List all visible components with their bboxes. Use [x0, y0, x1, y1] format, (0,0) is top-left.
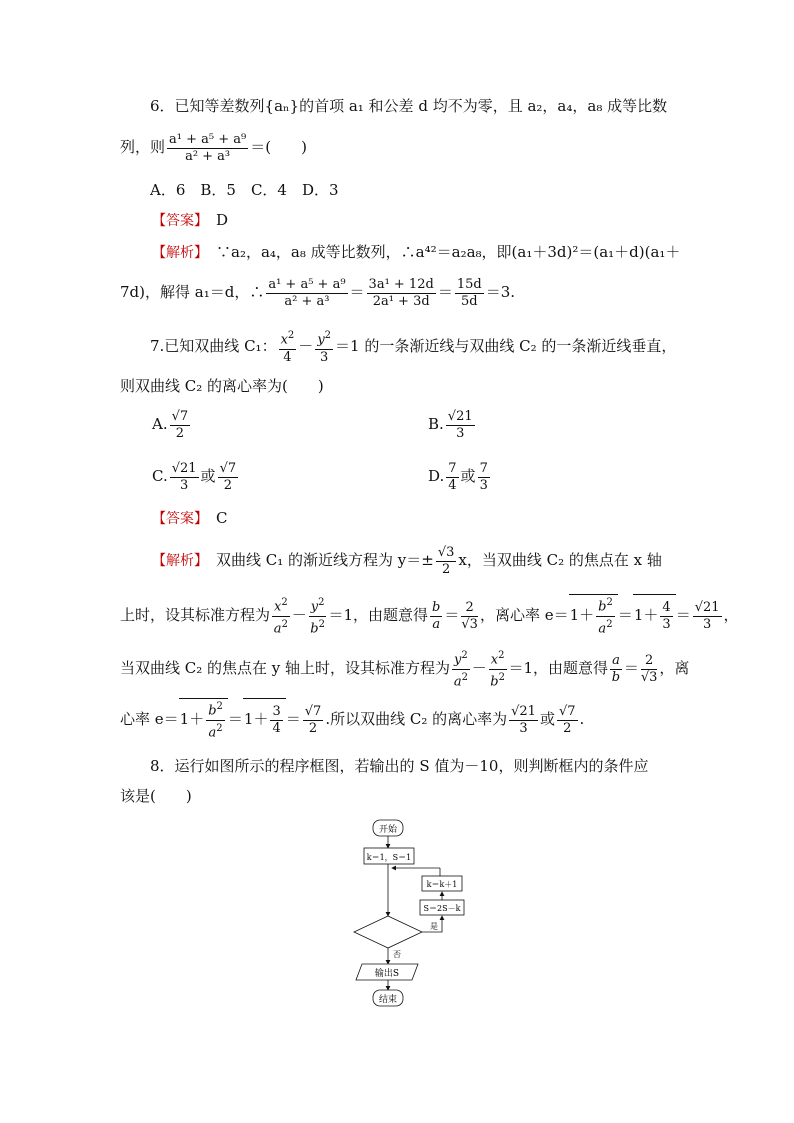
q7-opt-a-label: A.	[152, 415, 168, 433]
q8-stem-line1: 8．运行如图所示的程序框图，若输出的 S 值为－10，则判断框内的条件应	[150, 757, 649, 775]
q7-a-l2-fx-num: $x^2$	[274, 597, 288, 615]
q7-a-l2-pre: 上时，设其标准方程为	[120, 606, 271, 624]
q7-stem-pre: 7.已知双曲线 C₁：	[150, 337, 277, 355]
q7-opt-d-num1: 7	[448, 460, 457, 476]
q7-option-c	[152, 456, 240, 496]
q7-a-l2-fx	[272, 595, 290, 637]
q7-a-l2-43	[660, 600, 672, 633]
q7-a-l4-sqrt1: 1＋ $\frac{b^2}{a^2}$	[179, 698, 228, 741]
q7-opt-d-or: 或	[460, 467, 476, 485]
flow-yes-label: 是	[430, 922, 438, 931]
q7-opt-a-frac	[170, 409, 191, 442]
q6-analysis-line1	[152, 242, 680, 263]
q7-a-l2-mid2: ，离心率 e＝	[479, 606, 569, 624]
flow-decision	[354, 916, 422, 948]
q7-opt-d-frac2	[478, 461, 490, 494]
q6-f3-den: 5d	[460, 293, 478, 309]
q7-analysis-text1: 双曲线 C₁ 的渐近线方程为 y＝±	[216, 551, 434, 569]
q7-a-l2-2s3-num: 2	[461, 600, 478, 617]
q7-a-l3-ab	[610, 653, 622, 686]
q7-a-l2-2s3-den: √3	[461, 616, 478, 632]
q7-a-l4-r1	[509, 704, 538, 737]
q6-f2-num: 3a¹ + 12d	[368, 276, 434, 292]
q6-answer: D	[216, 211, 229, 229]
q7-a-l2-sqrt2: 1＋ $\frac{4}{3}$	[633, 594, 676, 635]
q7-analysis-text1-post: x，当双曲线 C₂ 的焦点在 x 轴	[458, 551, 662, 569]
q7-a-l4-r2-num: √7	[558, 703, 576, 719]
q7-a-l4-res-den: 2	[308, 720, 318, 736]
flow-update-text: S＝2S－k	[423, 904, 461, 913]
answer-tag: 【答案】	[152, 213, 201, 229]
q7-stem-line1: 7.已知双曲线 C₁： $\frac{x^2}{4}$ － $\frac{y^2}{3}$ ＝1 的一条渐近线与双曲线 C₂ 的一条渐近线垂直，	[150, 330, 677, 365]
q7-a-l2-43-num: 4	[662, 599, 671, 615]
flow-output-text: 输出S	[374, 969, 400, 979]
q7-fy-num: $y^2$	[317, 330, 332, 348]
q7-opt-c-num2: √7	[219, 460, 237, 476]
q7-option-b	[428, 404, 477, 444]
q6-stem-line1: 6．已知等差数列{aₙ}的首项 a₁ 和公差 d 均不为零，且 a₂，a₄，a₈ 成等比数	[150, 97, 668, 115]
q7-a-l2-fx-den: $a^2$	[273, 618, 288, 636]
flow-init-text: k＝1，S＝1	[366, 853, 412, 862]
q7-opt-d-frac1	[446, 461, 458, 494]
q7-opt-a-num: √7	[171, 408, 189, 424]
q7-a-l2-res-den: 3	[702, 616, 712, 632]
q6-frac2	[367, 277, 436, 310]
q7-a-l2-43-den: 3	[662, 616, 671, 632]
q7-a-l3-fx-den: $b^2$	[490, 671, 505, 689]
q7-frac-y	[315, 328, 333, 365]
q7-a-l3-fy-den: $a^2$	[453, 671, 468, 689]
q7-opt-c-frac2	[218, 461, 239, 494]
q7-stem-line2: 则双曲线 C₂ 的离心率为( )	[120, 377, 324, 395]
q7-option-d	[428, 456, 492, 496]
q7-opt-c-frac1	[170, 461, 199, 494]
analysis-tag: 【解析】	[152, 245, 201, 261]
q6-f3-num: 15d	[456, 276, 482, 292]
q7-a-l4-34-den: 4	[272, 720, 281, 736]
flow-start-text: 开始	[378, 825, 398, 835]
q7-a-l4-sqrt2: 1＋ $\frac{3}{4}$	[243, 698, 286, 739]
analysis-tag: 【解析】	[152, 553, 201, 569]
q7-a-l4-34-num: 3	[272, 703, 281, 719]
q6-stem-post: ＝( )	[250, 138, 307, 156]
q7-a-l4-r2	[557, 704, 578, 737]
q7-opt-b-frac	[446, 409, 475, 442]
q7-a-sqrt3-den: 2	[442, 561, 451, 577]
q7-a-l2-b2a2	[596, 595, 615, 637]
q7-a-l3-2s3	[641, 653, 658, 686]
q7-fx-den: 4	[283, 349, 292, 365]
q7-stem-post: ＝1 的一条渐近线与双曲线 C₂ 的一条渐近线垂直，	[335, 337, 677, 355]
q7-a-l2-ba-num: b	[432, 599, 441, 615]
q7-a-l4-pre: 心率 e＝	[120, 710, 179, 728]
q7-a-l2-fy	[309, 595, 327, 637]
q7-a-l3-2s3-den: √3	[640, 669, 658, 685]
q7-opt-d-label: D.	[428, 467, 445, 485]
q7-a-l4-b2a2-den: $a^2$	[208, 722, 223, 740]
q6-frac-den: a² + a³	[185, 148, 231, 164]
q7-a-l4-34	[270, 704, 282, 737]
q7-a-l3-fx	[489, 648, 507, 690]
q7-a-l4-res	[303, 704, 324, 737]
q7-opt-c-den2: 2	[223, 477, 232, 493]
q7-a-l2-ba	[430, 600, 442, 633]
q7-a-l2-mid: ＝1，由题意得	[328, 606, 429, 624]
q7-a-l4-b2a2	[206, 699, 225, 741]
q7-opt-b-label: B.	[428, 415, 444, 433]
q7-a-l3-post: ，离	[659, 659, 690, 677]
q7-opt-c-den1: 3	[179, 477, 189, 493]
q7-a-l4-or: 或	[539, 710, 555, 728]
q7-a-sqrt3-num: √3	[437, 544, 455, 560]
q7-a-l4-r1-num: √21	[511, 703, 536, 719]
q7-a-l3-fx-num: $x^2$	[490, 650, 505, 668]
q6-options: A．6 B．5 C．4 D．3	[150, 181, 339, 199]
q7-a-l3-2s3-num: 2	[641, 653, 658, 670]
q8-stem-line2: 该是( )	[120, 787, 192, 805]
q6-analysis-line2: 7d)，解得 a₁＝d，∴ $\frac{\text{a¹ + a⁵ + a⁹}}{\text{a² + a³}}$ ＝ $\frac{\text{3a¹ + 12d}}{\text{2a¹ + 3d}}$ ＝ $\frac{15d}{5d}$ ＝3.	[120, 276, 516, 309]
q7-a-l2-fy-den: $b^2$	[310, 618, 325, 636]
q7-a-l3-ab-den: b	[611, 669, 621, 685]
q7-a-frac-sqrt3	[436, 545, 457, 578]
q7-a-l4-mid: .所以双曲线 C₂ 的离心率为	[325, 710, 508, 728]
q7-opt-b-den: 3	[456, 425, 465, 441]
q7-opt-d-den1: 4	[448, 477, 457, 493]
q7-opt-d-num2: 7	[479, 460, 488, 476]
q6-fraction	[167, 132, 248, 165]
q7-answer-line	[152, 508, 228, 529]
q6-frac3	[455, 277, 484, 310]
q6-frac1	[266, 277, 347, 310]
flow-no-label: 否	[393, 950, 401, 959]
q7-a-l2-sqrt1: 1＋ $\frac{b^2}{a^2}$	[569, 594, 618, 637]
q7-option-a	[152, 404, 192, 444]
q6-frac-num: a¹ + a⁵ + a⁹	[169, 131, 247, 147]
q7-a-l4-r1-den: 3	[519, 720, 528, 736]
q7-a-l2-b2a2-den: $a^2$	[598, 618, 613, 636]
q7-opt-d-den2: 3	[479, 477, 488, 493]
q7-a-l2-fy-num: $y^2$	[310, 597, 325, 615]
q7-fy-den: 3	[320, 349, 329, 365]
q7-a-l2-ba-den: a	[432, 616, 441, 632]
flow-end-text: 结束	[378, 995, 398, 1005]
q7-analysis-line3: 当双曲线 C₂ 的焦点在 y 轴上时，设其标准方程为 $\frac{y^2}{a^2}$ － $\frac{x^2}{b^2}$ ＝1，由题意得 $\frac{a}{b}$ ＝ $\frac{2}{√3}$ ，离	[120, 650, 690, 689]
q7-a-l3-ab-num: a	[612, 652, 620, 668]
q6-f2-den: 2a¹ + 3d	[372, 293, 430, 309]
answer-tag: 【答案】	[152, 511, 201, 527]
q7-a-l3-fy-num: $y^2$	[454, 650, 468, 668]
q7-analysis-line4: 心率 e＝1＋ $\frac{b^2}{a^2}$ ＝1＋ $\frac{3}{4}$ ＝ $\frac{√7}{2}$ .所以双曲线 C₂ 的离心率为 $\frac{√21}{3}$ 或 $\frac{√7}{2}$ .	[120, 698, 584, 741]
q6-analysis-post: ＝3.	[485, 283, 516, 301]
q7-a-l4-r2-den: 2	[563, 720, 572, 736]
q7-a-l4-b2a2-num: $b^2$	[208, 701, 223, 719]
q7-a-l2-res-num: √21	[694, 599, 720, 615]
q7-frac-x	[279, 328, 297, 365]
q7-a-l2-2s3	[461, 600, 478, 633]
q6-analysis-text1: ∵a₂，a₄，a₈ 成等比数列，∴a⁴²＝a₂a₈，即(a₁＋3d)²＝(a₁＋d)(a₁＋	[216, 243, 681, 261]
q7-opt-c-or: 或	[200, 467, 216, 485]
q7-a-l4-res-num: √7	[304, 703, 322, 719]
q7-a-l2-b2a2-num: $b^2$	[598, 597, 613, 615]
q7-a-l3-pre: 当双曲线 C₂ 的焦点在 y 轴上时，设其标准方程为	[120, 659, 451, 677]
flowchart	[340, 812, 480, 1012]
q6-stem-line2	[120, 130, 307, 165]
q6-answer-line	[152, 210, 228, 231]
q7-opt-c-num1: √21	[171, 460, 197, 476]
q7-analysis-line1	[152, 540, 662, 581]
q6-f1-den: a² + a³	[284, 293, 330, 309]
q6-stem-pre: 列，则	[120, 138, 166, 156]
q6-f1-num: a¹ + a⁵ + a⁹	[268, 276, 346, 292]
q7-answer: C	[216, 509, 228, 527]
q7-opt-b-num: √21	[447, 408, 473, 424]
q6-analysis-pre: 7d)，解得 a₁＝d，∴	[120, 283, 265, 301]
q7-analysis-line2: 上时，设其标准方程为 $\frac{x^2}{a^2}$ － $\frac{y^2}{b^2}$ ＝1，由题意得 $\frac{b}{a}$ ＝ $\frac{2}{√3}$ ，离心率 e＝1＋ $\frac{b^2}{a^2}$ ＝1＋ $\frac{4}{3}$ ＝ $\frac{√21}{3}$ ，	[120, 594, 739, 637]
q7-a-l3-fy	[452, 648, 470, 690]
q7-opt-c-label: C.	[152, 467, 168, 485]
q7-a-l2-res	[693, 600, 722, 633]
q7-opt-a-den: 2	[175, 425, 185, 441]
q7-a-l3-mid: ＝1，由题意得	[508, 659, 609, 677]
flow-inc-text: k＝k＋1	[426, 880, 458, 889]
q7-fx-num: $x^2$	[280, 330, 295, 348]
